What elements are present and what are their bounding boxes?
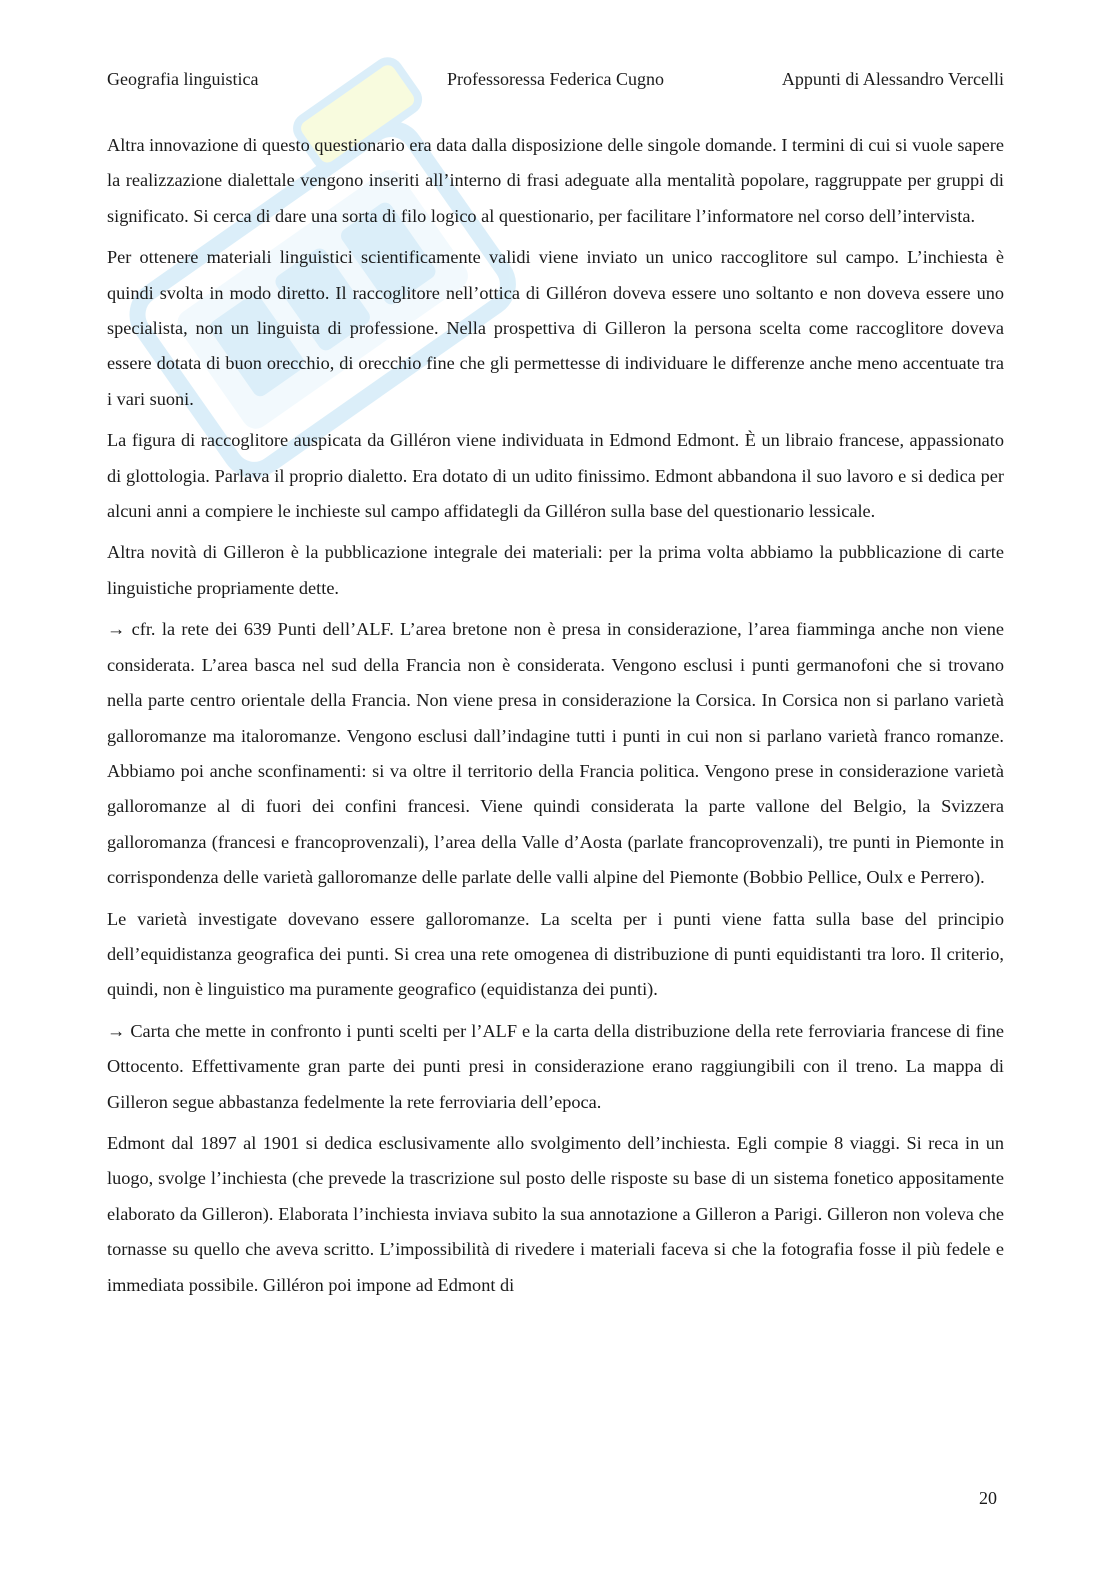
paragraph: Altra innovazione di questo questionario era data dalla disposizione delle singole domande. I termini di cui si vuole sapere la realizzazione dialettale vengono inseriti all’interno di frasi adeguate alla mentalità popolare, raggruppate per gruppi di significato. Si cerca di dare una sorta di filo logico al questionario, per facilitare l’informatore nel corso dell’intervista. <box>107 135 1004 226</box>
header-professor: Professoressa Federica Cugno <box>447 69 664 89</box>
header-author: Appunti di Alessandro Vercelli <box>781 69 1004 89</box>
paragraph: Altra novità di Gilleron è la pubblicazione integrale dei materiali: per la prima volta abbiamo la pubblicazione di carte linguistiche propriamente dette. <box>107 542 1004 598</box>
paragraph: Le varietà investigate dovevano essere galloromanze. La scelta per i punti viene fatta sulla base del principio dell’equidistanza geografica dei punti. Si crea una rete omogenea di distribuzione di punti equidistanti tra loro. Il criterio, quindi, non è linguistico ma puramente geografico (equidistanza dei punti). <box>107 908 1004 1000</box>
document-body <box>107 128 1004 1309</box>
paragraph: → cfr. la rete dei 639 Punti dell’ALF. L’area bretone non è presa in considerazione, l’area fiamminga anche non viene considerata. L’area basca nel sud della Francia non è considerata. Vengono esclusi i punti germanofoni che si trovano nella parte centro orientale della Francia. Non viene presa in considerazione la Corsica. In Corsica non si parlano varietà galloromanze ma italoromanze. Vengono esclusi dall’indagine tutti i punti in cui non si parlano varietà franco romanze. Abbiamo poi anche sconfinamenti: si va oltre il territorio della Francia politica. Vengono prese in considerazione varietà galloromanze al di fuori dei confini francesi. Viene quindi considerata la parte vallone del Belgio, la Svizzera galloromanza (francesi e francoprovenzali), l’area della Valle d’Aosta (parlate francoprovenzali), tre punti in Piemonte in corrispondenza delle varietà galloromanze delle parlate delle valli alpine del Piemonte (Bobbio Pellice, Oulx e Perrero). <box>107 619 1004 888</box>
page-number: 20 <box>979 1488 997 1508</box>
paragraph: Edmont dal 1897 al 1901 si dedica esclusivamente allo svolgimento dell’inchiesta. Egli compie 8 viaggi. Si reca in un luogo, svolge l’inchiesta (che prevede la trascrizione sul posto delle risposte su base di un sistema fonetico appositamente elaborato da Gilleron). Elaborata l’inchiesta inviava subito la sua annotazione a Gilleron a Parigi. Gilleron non voleva che tornasse su quello che aveva scritto. L’impossibilità di rivedere i materiali faceva si che la fotografia fosse il più fedele e immediata possibile. Gilléron poi impone ad Edmont di <box>107 1132 1004 1295</box>
paragraph: → Carta che mette in confronto i punti scelti per l’ALF e la carta della distribuzione della rete ferroviaria francese di fine Ottocento. Effettivamente gran parte dei punti presi in considerazione erano raggiungibili con il treno. La mappa di Gilleron segue abbastanza fedelmente la rete ferroviaria dell’epoca. <box>107 1020 1004 1112</box>
header-course-title: Geografia linguistica <box>107 69 259 89</box>
paragraph: Per ottenere materiali linguistici scientificamente validi viene inviato un unico raccoglitore sul campo. L’inchiesta è quindi svolta in modo diretto. Il raccoglitore nell’ottica di Gilléron doveva essere uno soltanto e non doveva essere uno specialista, non un linguista di professione. Nella prospettiva di Gilleron la persona scelta come raccoglitore doveva essere dotata di buon orecchio, di orecchio fine che gli permettesse di individuare le differenze anche meno accentuate tra i vari suoni. <box>107 247 1004 409</box>
paragraph: La figura di raccoglitore auspicata da Gilléron viene individuata in Edmond Edmont. È un libraio francese, appassionato di glottologia. Parlava il proprio dialetto. Era dotato di un udito finissimo. Edmont abbandona il suo lavoro e si dedica per alcuni anni a compiere le inchieste sul campo affidategli da Gilléron sulla base del questionario lessicale. <box>107 430 1004 522</box>
